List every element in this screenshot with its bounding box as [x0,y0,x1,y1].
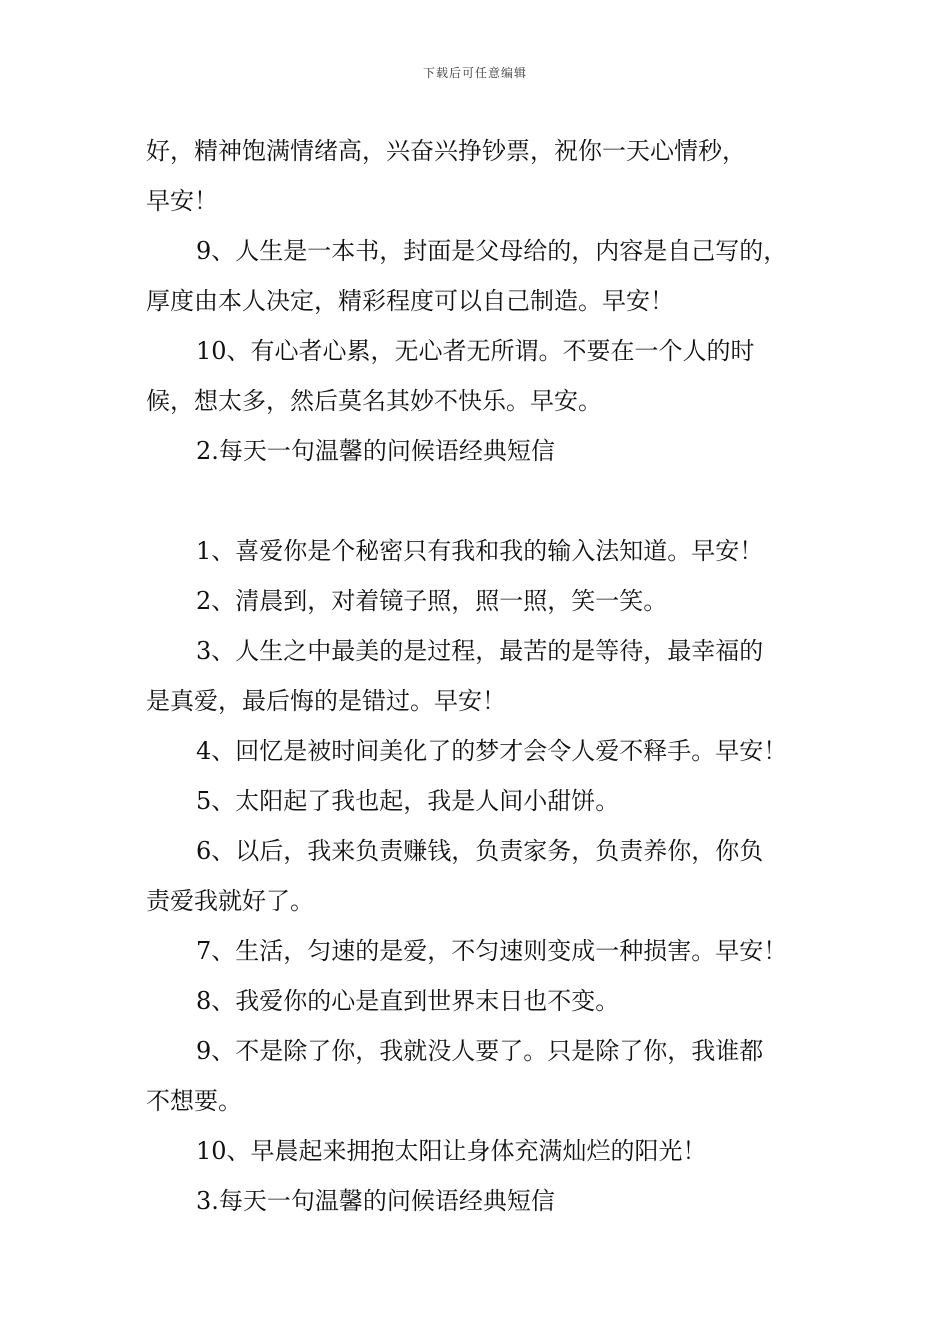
section-heading: 2.每天一句温馨的问候语经典短信 [196,437,555,465]
page-header: 下载后可任意编辑 [422,66,527,80]
list-item: 10、有心者心累，无心者无所谓。不要在一个人的时 [196,337,755,365]
text-line: 早安！ [146,187,218,215]
document-body [146,126,846,1226]
text-line: 候，想太多，然后莫名其妙不快乐。早安。 [146,387,602,415]
text-line: 责爱我就好了。 [146,887,314,915]
list-item: 10、早晨起来拥抱太阳让身体充满灿烂的阳光！ [196,1137,707,1165]
list-item: 7、生活，匀速的是爱，不匀速则变成一种损害。早安！ [196,937,788,965]
list-item: 6、以后，我来负责赚钱，负责家务，负责养你，你负 [196,837,764,865]
section-heading: 3.每天一句温馨的问候语经典短信 [196,1187,555,1215]
text-line: 不想要。 [146,1087,242,1115]
list-item: 2、清晨到，对着镜子照，照一照，笑一笑。 [196,587,668,615]
list-item: 8、我爱你的心是直到世界末日也不变。 [196,987,620,1015]
list-item: 9、人生是一本书，封面是父母给的，内容是自己写的， [196,237,788,265]
text-line: 好，精神饱满情绪高，兴奋兴挣钞票，祝你一天心情秒， [146,137,746,165]
list-item: 1、喜爱你是个秘密只有我和我的输入法知道。早安！ [196,537,764,565]
list-item: 4、回忆是被时间美化了的梦才会令人爱不释手。早安！ [196,737,788,765]
blank-line [146,476,846,526]
list-item: 5、太阳起了我也起，我是人间小甜饼。 [196,787,620,815]
list-item: 3、人生之中最美的是过程，最苦的是等待，最幸福的 [196,637,764,665]
list-item: 9、不是除了你，我就没人要了。只是除了你，我谁都 [196,1037,764,1065]
text-line: 是真爱，最后悔的是错过。早安！ [146,687,506,715]
text-line: 厚度由本人决定，精彩程度可以自己制造。早安！ [146,287,674,315]
